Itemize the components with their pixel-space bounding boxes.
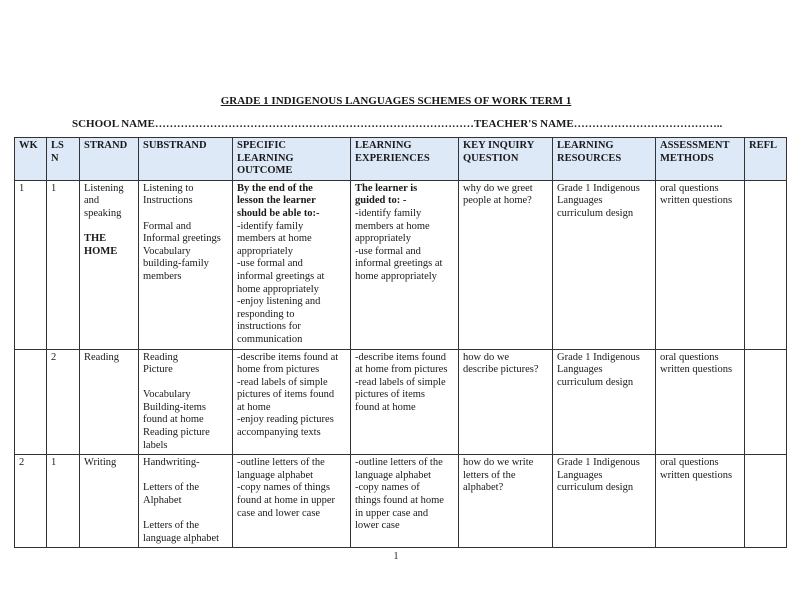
cell-text: informal greetings at	[237, 270, 325, 282]
cell-text: -describe items found at	[237, 351, 339, 363]
column-header-assessment-methods	[656, 138, 745, 181]
scheme-of-work-table	[14, 137, 787, 548]
cell-text: Vocabulary	[143, 389, 191, 401]
cell-text: building-family	[143, 258, 209, 270]
cell-text: Grade 1 Indigenous	[557, 351, 640, 363]
cell-text: -read labels of simple	[237, 376, 328, 388]
cell-key-inquiry-question	[459, 349, 553, 455]
cell-text: in upper case and	[355, 507, 429, 519]
cell-key-inquiry-question	[459, 180, 553, 349]
cell-reflection	[745, 455, 787, 548]
cell-specific-learning-outcome	[233, 455, 351, 548]
cell-substrand	[139, 180, 233, 349]
header-text: METHODS	[660, 152, 714, 164]
cell-text	[143, 470, 228, 483]
cell-text: written questions	[660, 195, 733, 207]
cell-text: language alphabet	[237, 469, 314, 481]
cell-text: Letters of the	[143, 482, 199, 494]
cell-text: Grade 1 Indigenous	[557, 182, 640, 194]
cell-text: Listening to	[143, 182, 194, 194]
cell-text: found at home	[355, 401, 416, 413]
column-header-key-inquiry-question	[459, 138, 553, 181]
cell-text: Alphabet	[143, 495, 182, 507]
cell-text: speaking	[84, 207, 122, 219]
cell-text: -outline letters of the	[355, 457, 443, 469]
cell-bold-text: should be able to:-	[237, 207, 320, 219]
cell-text: -use formal and	[237, 258, 303, 270]
cell-text: -use formal and	[355, 245, 421, 257]
header-text: STRAND	[84, 140, 128, 151]
cell-specific-learning-outcome	[233, 180, 351, 349]
cell-text: Instructions	[143, 195, 193, 207]
cell-text: Writing	[84, 457, 117, 469]
cell-text: how do we write	[463, 457, 534, 469]
cell-text: and	[84, 195, 100, 207]
cell-text: found at home in upper	[237, 495, 335, 507]
header-text: SUBSTRAND	[143, 140, 207, 151]
cell-text: curriculum design	[557, 376, 634, 388]
header-text: ASSESSMENT	[660, 140, 730, 151]
cell-wk	[15, 455, 47, 548]
cell-text: why do we greet	[463, 182, 533, 194]
cell-text: -outline letters of the	[237, 457, 325, 469]
cell-text: found at home	[143, 414, 204, 426]
table-row	[15, 455, 787, 548]
cell-text: Reading picture	[143, 427, 210, 439]
cell-text: Listening	[84, 182, 124, 194]
column-header-substrand	[139, 138, 233, 181]
cell-learning-experiences	[351, 455, 459, 548]
cell-text: Informal greetings	[143, 233, 221, 245]
header-text: LEARNING	[237, 152, 294, 164]
cell-text: pictures of items found	[237, 389, 335, 401]
cell-wk	[15, 180, 47, 349]
cell-text: oral questions	[660, 351, 719, 363]
cell-text: Reading	[84, 351, 119, 363]
cell-text: describe pictures?	[463, 364, 539, 376]
cell-text: Handwriting-	[143, 457, 200, 469]
cell-text: informal greetings at	[355, 258, 443, 270]
cell-text: Letters of the	[143, 520, 199, 532]
cell-bold-text: By the end of the	[237, 182, 313, 194]
cell-text: accompanying texts	[237, 427, 321, 439]
cell-learning-experiences	[351, 180, 459, 349]
header-text: LS	[51, 140, 64, 151]
cell-text: people at home?	[463, 195, 532, 207]
cell-text: written questions	[660, 469, 733, 481]
header-text: LEARNING	[557, 140, 614, 151]
cell-lsn	[47, 455, 80, 548]
cell-lsn	[47, 349, 80, 455]
cell-text: curriculum design	[557, 482, 634, 494]
cell-text: labels	[143, 439, 168, 451]
cell-text: Building-items	[143, 401, 206, 413]
column-header-strand	[80, 138, 139, 181]
cell-text: Picture	[143, 364, 173, 376]
header-text: KEY INQUIRY	[463, 140, 535, 151]
cell-text: 2	[19, 457, 25, 469]
cell-specific-learning-outcome	[233, 349, 351, 455]
column-header-lsn	[47, 138, 80, 181]
cell-text: -enjoy reading pictures	[237, 414, 334, 426]
cell-text: home appropriately	[355, 270, 437, 282]
cell-lsn	[47, 180, 80, 349]
cell-reflection	[745, 349, 787, 455]
cell-text: 1	[51, 457, 57, 469]
school-teacher-name-line: SCHOOL NAME……………………………………………………………………………TEACHER'S NAME…………………………………..	[72, 118, 723, 130]
column-header-specific-learning-outcome	[233, 138, 351, 181]
cell-bold-text: HOME	[84, 245, 118, 257]
cell-text: -copy names of	[355, 482, 420, 494]
column-header-wk	[15, 138, 47, 181]
cell-text	[84, 221, 134, 234]
cell-text	[143, 208, 228, 221]
cell-text: Reading	[143, 351, 178, 363]
cell-text: language alphabet	[143, 532, 220, 544]
cell-text: written questions	[660, 364, 733, 376]
cell-text: -describe items found	[355, 351, 446, 363]
cell-text	[143, 508, 228, 521]
cell-text: oral questions	[660, 182, 719, 194]
cell-text	[143, 377, 228, 390]
cell-text: appropriately	[237, 245, 293, 257]
cell-learning-resources	[553, 349, 656, 455]
cell-reflection	[745, 180, 787, 349]
cell-text: at home	[237, 401, 271, 413]
header-text: N	[51, 152, 59, 164]
cell-bold-text: guided to: -	[355, 195, 407, 207]
header-text: LEARNING	[355, 140, 412, 151]
cell-bold-text: THE	[84, 233, 107, 245]
cell-text: -read labels of simple	[355, 376, 446, 388]
cell-text: -enjoy listening and	[237, 296, 321, 308]
cell-substrand	[139, 455, 233, 548]
cell-strand	[80, 455, 139, 548]
header-text: REFL	[749, 140, 778, 151]
cell-text: appropriately	[355, 233, 411, 245]
cell-text: how do we	[463, 351, 510, 363]
cell-text: 1	[19, 182, 25, 194]
cell-text: curriculum design	[557, 207, 634, 219]
header-text: WK	[19, 140, 38, 151]
cell-substrand	[139, 349, 233, 455]
cell-text: letters of the	[463, 469, 516, 481]
header-text: OUTCOME	[237, 165, 293, 177]
cell-key-inquiry-question	[459, 455, 553, 548]
column-header-reflection	[745, 138, 787, 181]
table-row	[15, 180, 787, 349]
header-text: QUESTION	[463, 152, 519, 164]
cell-text: -identify family	[237, 220, 304, 232]
cell-wk	[15, 349, 47, 455]
cell-text: things found at home	[355, 495, 444, 507]
cell-text: members at home	[237, 233, 312, 245]
cell-text: Languages	[557, 195, 603, 207]
cell-bold-text: lesson the learner	[237, 195, 316, 207]
cell-learning-resources	[553, 180, 656, 349]
cell-text: 1	[51, 182, 57, 194]
cell-assessment-methods	[656, 455, 745, 548]
cell-text: Vocabulary	[143, 245, 191, 257]
cell-text: home appropriately	[237, 283, 319, 295]
cell-text: -copy names of things	[237, 482, 331, 494]
cell-text: instructions for	[237, 321, 301, 333]
cell-text: Grade 1 Indigenous	[557, 457, 640, 469]
cell-text: case and lower case	[237, 507, 321, 519]
cell-text: language alphabet	[355, 469, 432, 481]
cell-learning-experiences	[351, 349, 459, 455]
cell-text: home from pictures	[237, 364, 320, 376]
cell-text: alphabet?	[463, 482, 504, 494]
cell-text: members	[143, 270, 182, 282]
cell-strand	[80, 180, 139, 349]
table-row	[15, 349, 787, 455]
cell-text: lower case	[355, 520, 400, 532]
cell-text: members at home	[355, 220, 430, 232]
cell-strand	[80, 349, 139, 455]
column-header-learning-experiences	[351, 138, 459, 181]
cell-text: Formal and	[143, 220, 192, 232]
cell-text: communication	[237, 333, 303, 345]
column-header-learning-resources	[553, 138, 656, 181]
header-text: EXPERIENCES	[355, 152, 430, 164]
cell-assessment-methods	[656, 349, 745, 455]
cell-text: oral questions	[660, 457, 719, 469]
cell-text: at home from pictures	[355, 364, 448, 376]
cell-text: Languages	[557, 469, 603, 481]
cell-text: responding to	[237, 308, 295, 320]
cell-text: pictures of items	[355, 389, 425, 401]
cell-assessment-methods	[656, 180, 745, 349]
cell-text: Languages	[557, 364, 603, 376]
cell-bold-text: The learner is	[355, 182, 418, 194]
cell-text: 2	[51, 351, 57, 363]
page-number: 1	[393, 551, 399, 562]
header-text: SPECIFIC	[237, 140, 287, 151]
cell-learning-resources	[553, 455, 656, 548]
cell-text: -identify family	[355, 207, 422, 219]
document-title: GRADE 1 INDIGENOUS LANGUAGES SCHEMES OF WORK TERM 1	[220, 95, 572, 107]
header-text: RESOURCES	[557, 152, 622, 164]
header-row	[15, 138, 787, 181]
